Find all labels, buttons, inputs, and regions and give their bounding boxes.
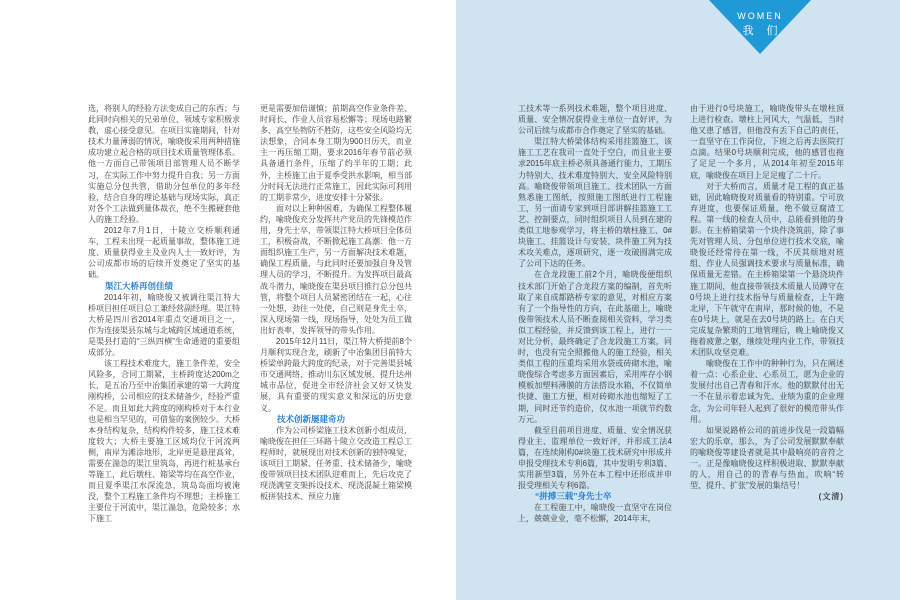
body-paragraph: 喻晓俊在工作中的种种行为，只在阐述着一点：心系企业、心系员工，愿为企业的发展付出自己青春和汗水。他的默默付出无一不在显示着忠诚为先、业绩为重的企业理念，为公司年轻人起到了很好的模范带头作用。	[690, 359, 844, 424]
body-paragraph: 由于进行0号块施工，喻晓俊带头在墩柱顶上进行检查。墩柱上河风大，气温低，当时他又患了感冒，但他没有丢下自己的责任，一直坚守在工作岗位，下班之后再去医院打点滴。结果0号块顺利完成，他的感冒也拖了足足一个多月，从2014年初至2015年底，喻晓俊在项目上足足瘦了二十斤。	[690, 104, 844, 180]
body-paragraph: 选，将别人的经验方法变成自己的东西；与此同时向相关的兄弟单位、领域专家积极求教，虚心接受意见。在项目实施期间，针对技术力量薄弱的情况，喻晓俊采用两种措施成功建立起合格的项目技术质量管理体系。他一方面自己带领项目部管理人员不断学习，在实际工作中努力提升自我；另一方面实施总分包共管，借助分包单位的多年经验，结合自身的理论基础与现场实际，真正对各个工法做到量体裁衣，绝不生搬硬套他人的施工经验。	[88, 104, 240, 224]
body-paragraph: 作为公司桥梁施工技术创新小组成员，喻晓俊在担任三环路十陵立交改造工程总工程师时，就展现出对技术创新的独特嗅觉，该项目工期紧、任务重、技术储备少，喻晓俊带领项目技术团队迎难而上，先后攻克了现浇满堂支架拆设技术、现浇混凝土箱梁模板拼装技术、预应力施	[260, 425, 412, 502]
banner-title-zh: 我 们	[742, 25, 783, 37]
body-paragraph: 在工程施工中，喻晓俊一直坚守在岗位上，兢兢业业，毫不松懈，2014年末，	[518, 503, 672, 524]
section-heading: 渠江大桥再创佳绩	[105, 280, 174, 291]
article-column-3	[518, 103, 672, 525]
section-heading: 技术创新屡建奇功	[277, 413, 346, 424]
body-paragraph: 2012年7月1日，十陵立交桥顺利通车，工程未出现一起质量事故，整体施工进度、质量获得业主及业内人士一致好评，为公司成都市场的后续开发奠定了坚实的基础。	[88, 226, 240, 280]
body-paragraph: 截至目前项目进度、质量、安全情况获得业主、监理单位一致好评，并形成工法4篇，在连续刚构0#块施工技术研究中形成并申报受理技术专利6篇，其中发明专利3篇、实用新型3篇，另外在本工程中还形成并申报受理相关专利6篇。	[518, 425, 672, 491]
body-paragraph: 面对以上种种困难，为确保工程整体履约，喻晓俊充分发挥共产党员的先锋模范作用，身先士卒，带领渠江特大桥项目全体员工，积极奋战，不断掀起施工高潮：他一方面组织施工生产，另一方面解决技术难题，确保工程质量，与此同时还要加强自身及管理人员的学习，不断提升。为发挥项目最高战斗潜力，喻晓俊在渠县项目推行总分包共管，将整个项目人员紧密团结在一起，心往一处想，劲往一处使，自己则是身先士卒，深入现场第一线，现场指导，处处为员工做出好表率，发挥领导的带头作用。	[260, 203, 412, 335]
body-paragraph: 如果说路桥公司的前进步伐是一段篇幅宏大的乐章，那么，为了公司发展默默奉献的喻晓俊等建设者就是其中最响亮的音符之一。正是像喻晓俊这样积极进取、默默奉献的人，用自己的的青春与热血，吹响“转型、提升、扩张”发展的集结号！	[690, 425, 844, 491]
section-heading: “拼搏三载”身先士卒	[535, 491, 612, 502]
body-paragraph: 2014年初，喻晓俊又被调往渠江特大桥项目担任项目总工兼经营副经理。渠江特大桥是四川省2014年重点交通项目之一，作为连接渠县东城与北城跨区域通道系统，是渠县打造的“三纵四横”生命通道的重要组成部分。	[88, 292, 240, 358]
body-paragraph: 该工程技术难度大，施工条件差，安全风险多，合同工期紧，主桥跨度达200m之长，是五冶乃至中冶集团承建的第一大跨度刚构桥，公司相应的技术储备少，经验严重不足。而且如此大跨度的刚构桥对于本行业也是相当罕见的，可借鉴的案例较少。大桥本身结构复杂，结构构件较多，施工技术难度较大；大桥主要施工区域均位于河流两侧，南岸为滩涂地形，北岸更是悬崖高耸，需要在湍急的渠江里筑岛，再进行桩基承台等施工，此后墩柱、箱梁等均在高空作业，而且夏季渠江水深流急，筑岛岛面均被淹没，整个工程施工条件均不理想；主桥施工主要位于河流中，渠江湍急，危险较多；水下施工	[88, 359, 240, 524]
body-paragraph: 对于大桥而言，质量才是工程的真正基础，因此喻晓俊对质量看的特别重。宁可放弃进度，也要保证质量，绝不做豆腐渣工程。第一线的检查人员中，总能看到他的身影。在主桥箱梁第一个块件浇筑前，除了事先对管理人员、分包单位进行技术交底，喻晓俊还经常待在第一线，不厌其烦地对班组、作业人员强调技术要求与质量标准，确保质量无差错。在主桥箱梁第一个悬浇块件施工期间，他直接带领技术质量人员蹲守在0号块上进行技术指导与质量检查，上午跑北岸，下午就守在南岸，那时候的他，不是在0号块上，就是在去0号块的路上。在白天完成复杂繁琐的工地管理后，晚上喻晓俊又拖着疲惫之躯，继续处理内业工作，带领技术团队攻坚克难。	[690, 181, 844, 358]
body-paragraph: 2015年12月11日，渠江特大桥提前8个月顺利实现合龙，刷新了中冶集团目前特大桥梁单跨最大跨度的纪录，对于完善渠县城市交通网络、推动川东区域发展、提升达州城市品位，促进全市经济社会又好又快发展，具有重要的现实意义和深远的历史意义。	[260, 336, 412, 413]
body-paragraph: 更是需要加倍谨慎；前期高空作业条件差、时间长、作业人员容易松懈等；现场电路繁多、高空坠物防不胜防，这些安全风险均无法想象，合同本身工期为900日历天，而业主一再压缩工期，要求2016年春节前必须具备通行条件，压缩了约半年的工期；此外，主桥施工由于夏季受洪水影响，相当部分时间无法进行正常施工，因此实际可利用的工期非常少，进度安排十分紧张。	[260, 104, 412, 202]
body-paragraph: 在合龙段施工前2个月，喻晓俊便组织技术部门开始了合龙段方案的编制，首先听取了来自成都路桥专家的意见，对相应方案有了一个指导性的方向，在此基础上，喻晓俊带领技术人员不断查阅相关资料，学习类似工程经验，并反馈到该工程上，进行一一对比分析，最终确定了合龙段施工方案，同时，也没有完全照搬他人的施工经验，相关类似工程的压重均采用水袋或砖砌水池，喻晓俊综合考虑多方面因素后，采用库存小钢模板加塑料薄膜的方法搭设水箱，不仅简单快捷、施工方便，相对砖砌水池也缩短了工期，同时还节约造价，仅水池一项就节约数万元。	[518, 270, 672, 424]
body-paragraph: 工技术等一系列技术难题，整个项目进度、质量、安全情况获得业主单位一直好评，为公司后续与成都市合作奠定了坚实的基础。	[518, 104, 672, 136]
article-column-1	[88, 103, 240, 525]
article-column-2	[260, 103, 412, 502]
banner-title-en: WOMEN	[737, 11, 783, 21]
author-signature: (文清)	[818, 492, 844, 502]
body-paragraph: 渠江特大桥梁体结构采用挂篮施工，该施工工艺在我司一直处于空白，而且业主要求2015年底主桥必须具备通行能力，工期压力特别大、技术难度特别大、安全风险特别高。喻晓俊带领项目施工、技术团队一方面熟悉施工图纸，按照施工图纸进行工程施工，另一面请专家到项目部讲解挂篮施工工艺、控制要点，同时组织项目人员到在建的类似工地参观学习，将主桥的墩柱施工、0#块施工、挂篮设计与安装、块件施工列为技术攻关难点，逐项研究，逐一攻破圆满完成了公司下达的任务。	[518, 137, 672, 269]
article-column-4	[690, 103, 844, 502]
